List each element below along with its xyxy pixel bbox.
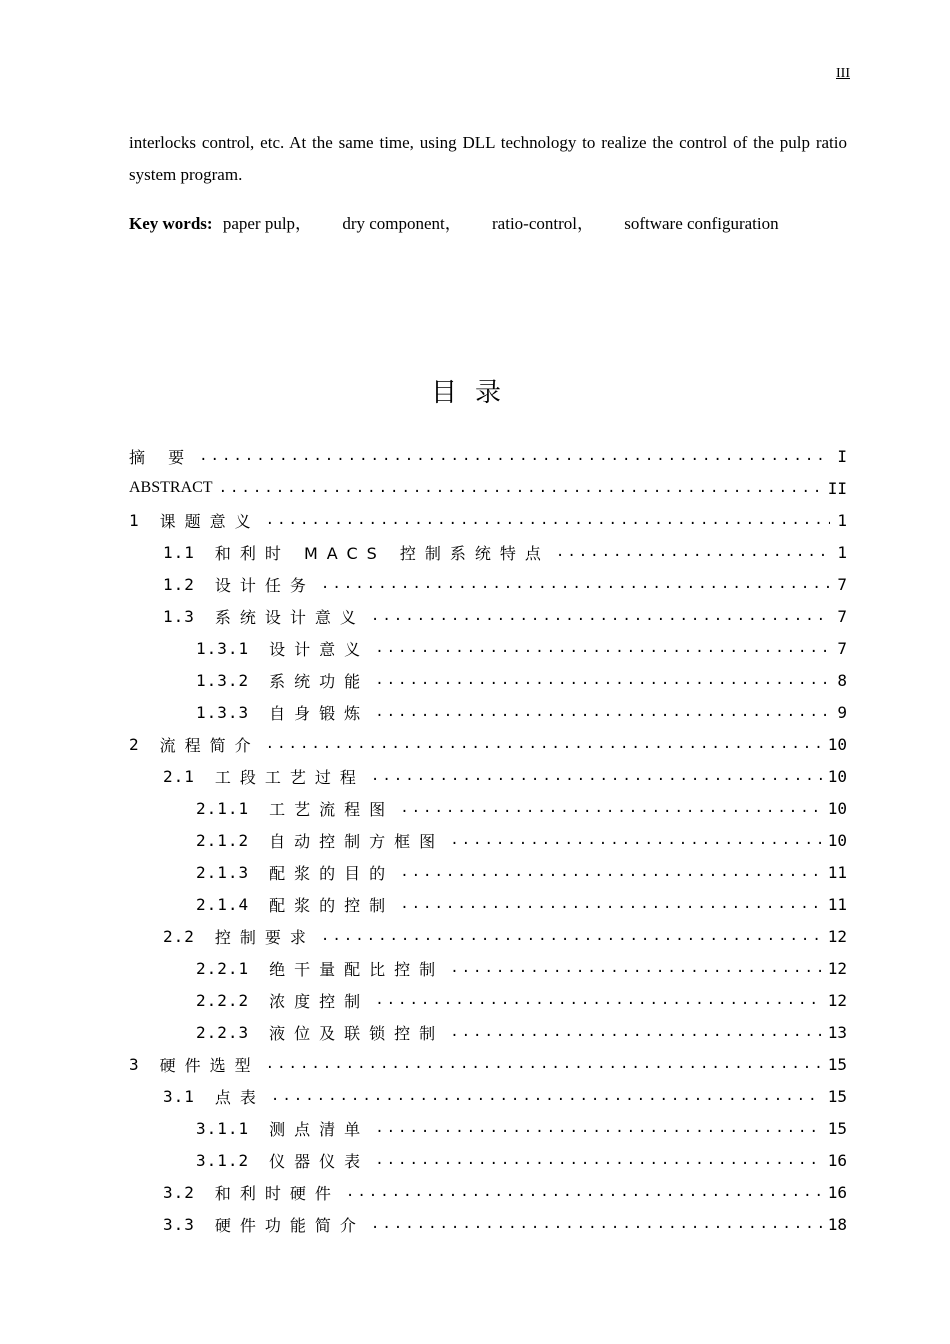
toc-entry-page: 18 [827,1214,847,1234]
toc-entry-number: 2.1.1 [196,798,250,818]
toc-leader-dots [556,544,831,560]
toc-entry-page: 12 [827,958,847,978]
toc-entry-title: 自动控制方框图 [269,831,445,851]
toc-entry-number: 3.1.1 [196,1118,250,1138]
toc-entry-page: 10 [827,830,847,850]
toc-entry[interactable] [129,1080,847,1112]
toc-entry-number: 2 [129,734,140,754]
toc-leader-dots [400,896,822,912]
toc-leader-dots [371,768,822,784]
toc-entry-page: 7 [837,606,847,626]
toc-entry-title: 硬件选型 [159,1055,260,1075]
toc-entry-page: 10 [827,734,847,754]
toc-leader-dots [371,608,831,624]
toc-entry-number: 3.3 [163,1214,195,1234]
toc-entry-number: 2.1.2 [196,830,250,850]
toc-leader-dots [266,736,822,752]
keyword: ratio-control， [492,214,594,233]
toc-leader-dots [450,832,822,848]
toc-entry-title: 课题意义 [159,511,260,531]
toc-entry-number: 2.1 [163,766,195,786]
toc-entry-number: 2.2 [163,926,195,946]
toc-entry-title: 硬件功能简介 [214,1215,365,1235]
toc-leader-dots [400,800,822,816]
toc-leader-dots [375,672,831,688]
toc-entry-title: 设计任务 [214,575,315,595]
toc-entry-page: 9 [837,702,847,722]
toc-entry-page: 11 [827,894,847,914]
toc-entry-title: 液位及联锁控制 [269,1023,445,1043]
toc-entry-number: 1.2 [163,574,195,594]
toc-entry-title: 配浆的控制 [269,895,395,915]
toc-entry-page: II [827,478,847,498]
toc-entry-title: 和利时硬件 [214,1183,340,1203]
toc-entry-title: 绝干量配比控制 [269,959,445,979]
toc-entry-title: 仪器仪表 [269,1151,370,1171]
toc-entry-page: 12 [827,926,847,946]
toc-entry-title: ABSTRACT [129,479,213,496]
toc-entry-page: 16 [827,1182,847,1202]
toc-entry-number: 3.1.2 [196,1150,250,1170]
toc-leader-dots [375,640,831,656]
toc-entry-title: 系统设计意义 [214,607,365,627]
toc-leader-dots [271,1088,822,1104]
page-number: III [836,66,850,81]
toc-entry-page: 1 [837,542,847,562]
toc-entry-title: 配浆的目的 [269,863,395,883]
toc-entry-number: 1.3 [163,606,195,626]
toc-leader-dots [375,704,831,720]
toc-entry[interactable] [129,1112,847,1144]
toc-leader-dots [450,960,822,976]
toc-entry-page: 10 [827,766,847,786]
toc-entry-title: 工段工艺过程 [214,767,365,787]
toc-entry-page: 16 [827,1150,847,1170]
toc-entry[interactable] [129,504,847,536]
toc-leader-dots [375,992,822,1008]
toc-entry-title: 系统功能 [269,671,370,691]
toc-title: 目录 [430,378,519,408]
toc-entry-number: 1.3.2 [196,670,250,690]
abstract-paragraph: interlocks control, etc. At the same time, using DLL technology to realize the control of the pulp ratio system program. [129,133,847,184]
toc-entry-title: 浓度控制 [269,991,370,1011]
toc-leader-dots [375,1152,822,1168]
toc-entry-page: 15 [827,1054,847,1074]
toc-entry[interactable] [129,920,847,952]
toc-leader-dots [199,448,829,464]
toc-entry[interactable] [129,600,847,632]
toc-entry-page: 11 [827,862,847,882]
toc-entry-page: I [837,446,847,466]
keywords-line [129,208,847,240]
toc-entry-number: 2.1.4 [196,894,250,914]
toc-entry-page: 13 [827,1022,847,1042]
toc-entry-number: 3.1 [163,1086,195,1106]
toc-entry[interactable] [129,728,847,760]
toc-entry[interactable] [129,440,847,472]
toc-entry-number: 3 [129,1054,140,1074]
keyword: software configuration [624,214,779,233]
toc-entry-number: 1.3.1 [196,638,250,658]
toc-entry-page: 15 [827,1118,847,1138]
toc-entry-title: 点表 [214,1087,265,1107]
toc-entry[interactable] [129,1176,847,1208]
toc-entry-number: 1.3.3 [196,702,250,722]
toc-entry-title: 控制要求 [214,927,315,947]
toc-entry-page: 10 [827,798,847,818]
toc-entry[interactable] [129,664,847,696]
toc-entry-page: 7 [837,638,847,658]
toc-entry-number: 2.2.1 [196,958,250,978]
toc-entry[interactable] [129,536,847,568]
table-of-contents [129,440,847,1240]
toc-entry-number: 1 [129,510,140,530]
toc-entry[interactable] [129,952,847,984]
toc-entry[interactable] [129,696,847,728]
toc-entry[interactable] [129,984,847,1016]
toc-entry[interactable] [129,632,847,664]
toc-entry[interactable] [129,824,847,856]
toc-entry[interactable] [129,1048,847,1080]
toc-entry-number: 1.1 [163,542,195,562]
toc-entry[interactable] [129,568,847,600]
toc-entry-title: 摘 要 [129,447,194,467]
toc-entry[interactable] [129,1144,847,1176]
toc-entry[interactable] [129,760,847,792]
toc-entry[interactable] [129,1016,847,1048]
toc-entry-title: 流程简介 [159,735,260,755]
toc-entry[interactable] [129,1208,847,1240]
toc-entry-number: 2.2.2 [196,990,250,1010]
toc-leader-dots [371,1216,822,1232]
toc-entry[interactable] [129,472,847,504]
toc-entry-title: 和利时 MACS 控制系统特点 [214,543,550,563]
toc-entry-page: 12 [827,990,847,1010]
toc-entry-title: 测点清单 [269,1119,370,1139]
toc-leader-dots [266,512,830,528]
toc-entry-page: 15 [827,1086,847,1106]
toc-entry-number: 3.2 [163,1182,195,1202]
toc-leader-dots [450,1024,822,1040]
toc-leader-dots [266,1056,822,1072]
toc-entry-title: 工艺流程图 [269,799,395,819]
keyword: paper pulp， [222,214,313,233]
toc-entry-page: 7 [837,574,847,594]
toc-leader-dots [321,576,831,592]
toc-entry-number: 2.2.3 [196,1022,250,1042]
toc-entry[interactable] [129,856,847,888]
keyword: dry component， [342,214,462,233]
toc-entry-page: 8 [837,670,847,690]
toc-entry-title: 自身锻炼 [269,703,370,723]
toc-leader-dots [375,1120,822,1136]
toc-entry[interactable] [129,888,847,920]
toc-leader-dots [219,480,822,496]
toc-leader-dots [400,864,822,880]
toc-entry-number: 2.1.3 [196,862,250,882]
toc-entry-title: 设计意义 [269,639,370,659]
toc-entry[interactable] [129,792,847,824]
keywords-label: Key words: [129,214,213,233]
toc-entry-page: 1 [837,510,847,530]
toc-leader-dots [321,928,822,944]
toc-leader-dots [346,1184,822,1200]
